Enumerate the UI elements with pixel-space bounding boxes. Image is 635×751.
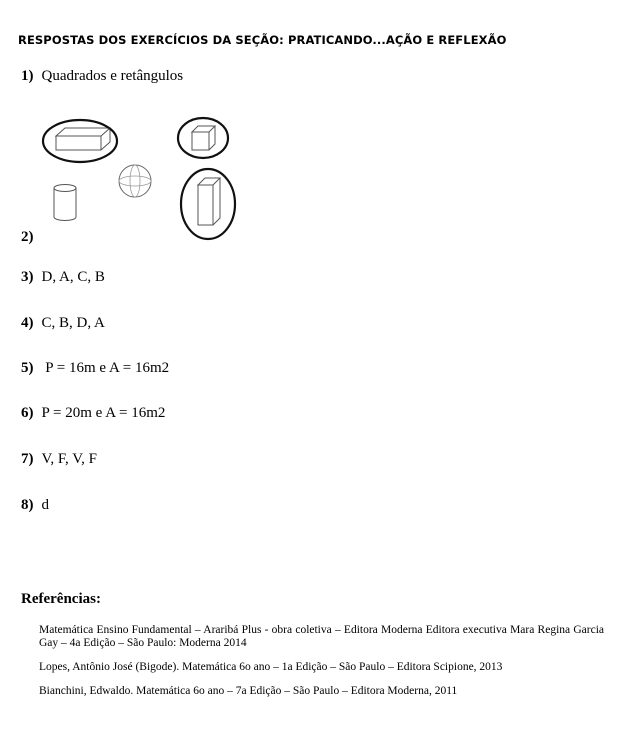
answer-4 [21, 315, 105, 332]
answer-number: 1) [21, 68, 34, 84]
selection-circle-icon [43, 120, 117, 162]
sphere-icon [119, 165, 151, 197]
answer-text: P = 20m e A = 16m2 [41, 405, 166, 421]
answer-number: 8) [21, 497, 34, 513]
answer-number: 7) [21, 451, 34, 467]
answer-5 [21, 360, 169, 377]
answer-text: C, B, D, A [41, 315, 105, 331]
answer-number: 2) [21, 229, 34, 245]
answer-number: 4) [21, 315, 34, 331]
selection-circle-icon [178, 118, 228, 158]
reference-item: Matemática Ensino Fundamental – Araribá Plus - obra coletiva – Editora Moderna Editora executiva Mara Regina Garcia Gay – 4a Edição – São Paulo: Moderna 2014 [39, 624, 604, 649]
answer-text: P = 16m e A = 16m2 [41, 360, 170, 376]
reference-item: Lopes, Antônio José (Bigode). Matemática 6o ano – 1a Edição – São Paulo – Editora Scipione, 2013 [39, 661, 503, 673]
reference-item: Bianchini, Edwaldo. Matemática 6o ano – 7a Edição – São Paulo – Editora Moderna, 2011 [39, 685, 458, 697]
selection-circle-icon [181, 169, 235, 239]
solids-figure [40, 112, 250, 242]
tall-prism-icon [198, 178, 220, 225]
cylinder-icon [54, 185, 76, 221]
references-title: Referências: [21, 591, 101, 607]
answer-number: 3) [21, 269, 34, 285]
answer-text: D, A, C, B [41, 269, 105, 285]
rectangular-prism-icon [56, 128, 110, 150]
answer-text: d [41, 497, 49, 513]
answer-7 [21, 451, 97, 468]
page-header: RESPOSTAS DOS EXERCÍCIOS DA SEÇÃO: PRATICANDO...AÇÃO E REFLEXÃO [18, 33, 507, 47]
answer-text: Quadrados e retângulos [41, 68, 184, 84]
answer-8 [21, 497, 49, 514]
answer-text: V, F, V, F [41, 451, 98, 467]
cube-icon [192, 126, 215, 150]
answer-number: 6) [21, 405, 34, 421]
answer-2 [21, 229, 42, 246]
answer-6 [21, 405, 165, 422]
answer-1 [21, 68, 183, 85]
answer-3 [21, 269, 105, 286]
answer-number: 5) [21, 360, 34, 376]
